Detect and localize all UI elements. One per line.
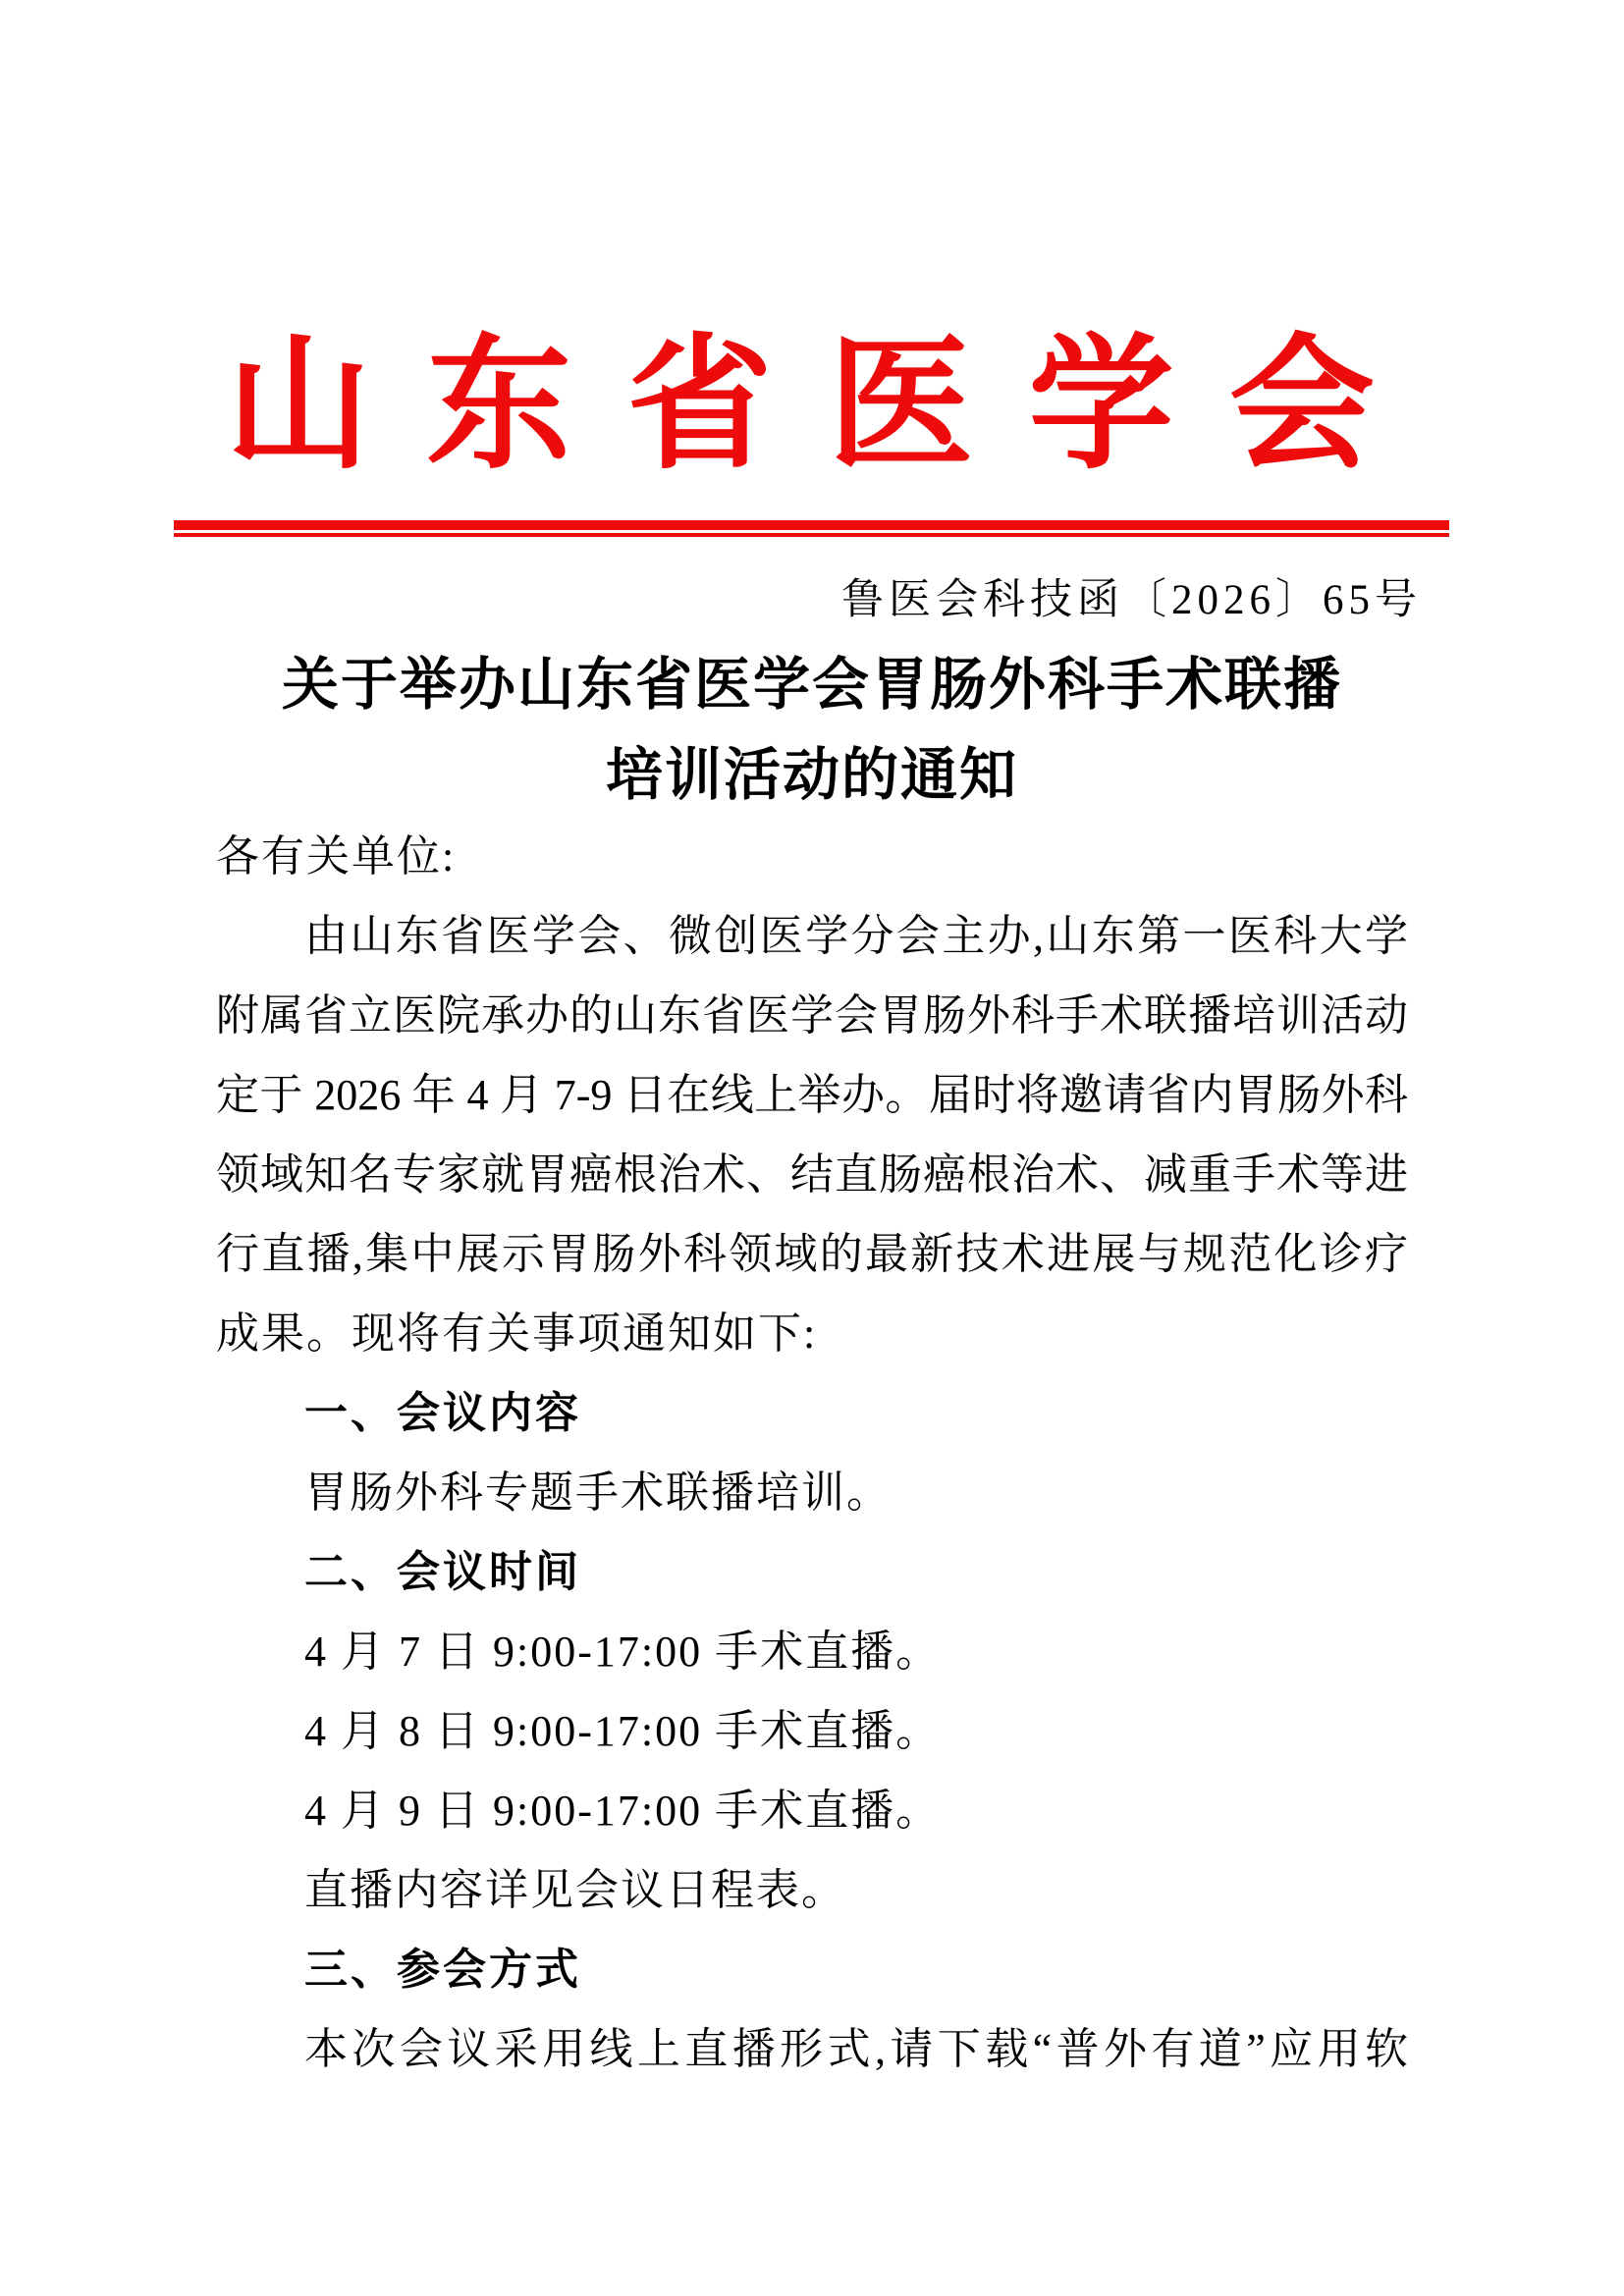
red-divider-thick-bar <box>174 520 1449 530</box>
masthead-char: 学 <box>1028 326 1174 487</box>
section2-line: 4 月 9 日 9:00-17:00 手术直播。 <box>304 1787 942 1835</box>
masthead-char: 会 <box>1228 326 1375 487</box>
red-divider-thin-bar <box>174 533 1449 537</box>
notice-title-line1: 关于举办山东省医学会胃肠外科手术联播 <box>281 653 1342 717</box>
intro-line: 行直播,集中展示胃肠外科领域的最新技术进展与规范化诊疗 <box>216 1230 1408 1278</box>
masthead-title <box>226 326 1375 487</box>
section2-line: 4 月 8 日 9:00-17:00 手术直播。 <box>304 1707 942 1755</box>
intro-line: 由山东省医学会、微创医学分会主办,山东第一医科大学 <box>304 912 1408 960</box>
intro-line: 成果。现将有关事项通知如下: <box>216 1309 818 1358</box>
section1-line: 胃肠外科专题手术联播培训。 <box>304 1468 892 1517</box>
masthead-char: 东 <box>426 326 572 487</box>
section2-heading: 二、会议时间 <box>304 1548 581 1596</box>
notice-body <box>216 817 1408 2089</box>
intro-line: 领域知名专家就胃癌根治术、结直肠癌根治术、减重手术等进 <box>216 1150 1408 1199</box>
salutation: 各有关单位: <box>216 832 457 881</box>
section2-line: 直播内容详见会议日程表。 <box>304 1866 846 1914</box>
section1-heading: 一、会议内容 <box>304 1389 581 1437</box>
masthead-char: 医 <box>828 326 974 487</box>
masthead-char: 省 <box>626 326 773 487</box>
intro-line: 附属省立医院承办的山东省医学会胃肠外科手术联播培训活动 <box>216 991 1408 1040</box>
section3-line: 本次会议采用线上直播形式,请下载“普外有道”应用软 <box>304 2025 1408 2073</box>
doc-number: 鲁医会科技函〔2026〕65号 <box>841 577 1422 623</box>
red-divider-rule <box>174 520 1449 537</box>
notice-title-line2: 培训活动的通知 <box>605 743 1018 807</box>
section3-heading: 三、参会方式 <box>304 1946 581 1994</box>
section2-line: 4 月 7 日 9:00-17:00 手术直播。 <box>304 1628 942 1676</box>
notice-title <box>0 640 1624 821</box>
masthead-char: 山 <box>226 326 371 487</box>
intro-line: 定于 2026 年 4 月 7-9 日在线上举办。届时将邀请省内胃肠外科 <box>216 1071 1408 1119</box>
